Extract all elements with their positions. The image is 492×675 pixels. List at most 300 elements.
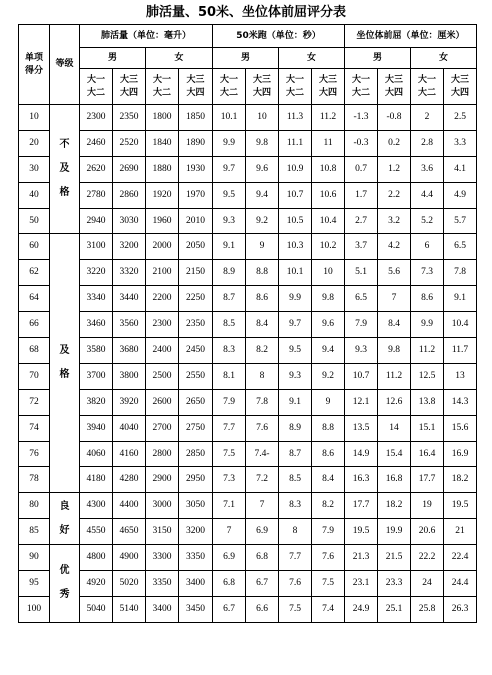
- value-cell: 5040: [80, 596, 113, 622]
- value-cell: 1970: [179, 182, 213, 208]
- value-cell: 7.9: [312, 519, 345, 545]
- value-cell: 9.8: [246, 130, 279, 156]
- value-cell: 13.5: [345, 415, 378, 441]
- value-cell: 7.5: [312, 571, 345, 597]
- value-cell: 5.2: [411, 208, 444, 234]
- header-grade: 等级: [50, 25, 80, 105]
- header-y12: 大一 大二: [213, 69, 246, 105]
- value-cell: 12.5: [411, 363, 444, 389]
- value-cell: 5140: [113, 596, 146, 622]
- header-lung-capacity: 肺活量（单位：毫升）: [80, 25, 213, 48]
- header-sit-and-reach: 坐位体前屈（单位：厘米）: [345, 25, 477, 48]
- value-cell: 26.3: [444, 596, 477, 622]
- value-cell: 6.8: [213, 571, 246, 597]
- value-cell: 8.1: [213, 363, 246, 389]
- value-cell: 3450: [179, 596, 213, 622]
- value-cell: 18.2: [378, 493, 411, 519]
- value-cell: 7.4-: [246, 441, 279, 467]
- value-cell: 2250: [179, 286, 213, 312]
- value-cell: 2940: [80, 208, 113, 234]
- score-cell: 40: [19, 182, 50, 208]
- value-cell: 7.9: [345, 312, 378, 338]
- header-y12: 大一 大二: [345, 69, 378, 105]
- value-cell: 5.6: [378, 260, 411, 286]
- value-cell: 16.4: [411, 441, 444, 467]
- value-cell: 3460: [80, 312, 113, 338]
- value-cell: 8.3: [213, 338, 246, 364]
- table-row: [19, 182, 477, 208]
- score-cell: 78: [19, 467, 50, 493]
- value-cell: 7.3: [411, 260, 444, 286]
- value-cell: 10.2: [312, 234, 345, 260]
- value-cell: 24: [411, 571, 444, 597]
- value-cell: -0.3: [345, 130, 378, 156]
- value-cell: 8.8: [246, 260, 279, 286]
- value-cell: 8.3: [279, 493, 312, 519]
- value-cell: 7.4: [312, 596, 345, 622]
- value-cell: 1930: [179, 156, 213, 182]
- value-cell: 2000: [146, 234, 179, 260]
- value-cell: 2450: [179, 338, 213, 364]
- value-cell: 8.7: [213, 286, 246, 312]
- score-cell: 95: [19, 571, 50, 597]
- value-cell: 2860: [113, 182, 146, 208]
- value-cell: 7.8: [246, 389, 279, 415]
- value-cell: 24.4: [444, 571, 477, 597]
- value-cell: -1.3: [345, 105, 378, 131]
- value-cell: 7.6: [279, 571, 312, 597]
- value-cell: 8.7: [279, 441, 312, 467]
- value-cell: 0.2: [378, 130, 411, 156]
- value-cell: 3050: [179, 493, 213, 519]
- value-cell: 6: [411, 234, 444, 260]
- value-cell: 6.7: [246, 571, 279, 597]
- value-cell: 5020: [113, 571, 146, 597]
- value-cell: 4800: [80, 545, 113, 571]
- table-row: [19, 234, 477, 260]
- value-cell: 6.8: [246, 545, 279, 571]
- value-cell: 3.3: [444, 130, 477, 156]
- value-cell: 4.9: [444, 182, 477, 208]
- value-cell: 8.6: [312, 441, 345, 467]
- header-male: 男: [213, 48, 279, 69]
- value-cell: 3940: [80, 415, 113, 441]
- score-cell: 76: [19, 441, 50, 467]
- table-row: [19, 130, 477, 156]
- value-cell: 9.1: [279, 389, 312, 415]
- table-row: [19, 363, 477, 389]
- value-cell: 4650: [113, 519, 146, 545]
- value-cell: 4400: [113, 493, 146, 519]
- value-cell: 3440: [113, 286, 146, 312]
- value-cell: 3920: [113, 389, 146, 415]
- value-cell: 3350: [146, 571, 179, 597]
- table-row: [19, 493, 477, 519]
- value-cell: 7.7: [213, 415, 246, 441]
- value-cell: 3200: [113, 234, 146, 260]
- score-table: [18, 24, 477, 623]
- value-cell: 9.1: [444, 286, 477, 312]
- value-cell: 9.4: [246, 182, 279, 208]
- header-female: 女: [411, 48, 477, 69]
- value-cell: 2350: [179, 312, 213, 338]
- value-cell: 2800: [146, 441, 179, 467]
- value-cell: 19.5: [444, 493, 477, 519]
- value-cell: 14: [378, 415, 411, 441]
- value-cell: 1960: [146, 208, 179, 234]
- score-cell: 10: [19, 105, 50, 131]
- header-y34: 大三 大四: [179, 69, 213, 105]
- value-cell: 10.1: [279, 260, 312, 286]
- value-cell: 4040: [113, 415, 146, 441]
- score-cell: 62: [19, 260, 50, 286]
- table-row: [19, 545, 477, 571]
- value-cell: 8.4: [378, 312, 411, 338]
- value-cell: 3100: [80, 234, 113, 260]
- header-50m-run: 50米跑（单位：秒）: [213, 25, 345, 48]
- value-cell: 4.2: [378, 234, 411, 260]
- value-cell: 11: [312, 130, 345, 156]
- value-cell: 10.4: [312, 208, 345, 234]
- value-cell: 11.3: [279, 105, 312, 131]
- value-cell: 9.9: [213, 130, 246, 156]
- value-cell: 2650: [179, 389, 213, 415]
- score-cell: 50: [19, 208, 50, 234]
- value-cell: 19.9: [378, 519, 411, 545]
- header-female: 女: [279, 48, 345, 69]
- value-cell: 6.9: [213, 545, 246, 571]
- value-cell: 6.6: [246, 596, 279, 622]
- value-cell: 16.8: [378, 467, 411, 493]
- value-cell: 8.6: [246, 286, 279, 312]
- value-cell: 9.2: [312, 363, 345, 389]
- value-cell: 14.9: [345, 441, 378, 467]
- value-cell: 11.2: [378, 363, 411, 389]
- value-cell: 0.7: [345, 156, 378, 182]
- value-cell: 2050: [179, 234, 213, 260]
- header-y12: 大一 大二: [146, 69, 179, 105]
- table-row: [19, 415, 477, 441]
- header-y34: 大三 大四: [378, 69, 411, 105]
- value-cell: 10.9: [279, 156, 312, 182]
- value-cell: 8.5: [213, 312, 246, 338]
- value-cell: 8.4: [312, 467, 345, 493]
- score-cell: 80: [19, 493, 50, 519]
- value-cell: 3220: [80, 260, 113, 286]
- value-cell: 10.8: [312, 156, 345, 182]
- year-header-row: [19, 69, 477, 105]
- value-cell: 20.6: [411, 519, 444, 545]
- value-cell: 7.5: [213, 441, 246, 467]
- value-cell: 3820: [80, 389, 113, 415]
- value-cell: -0.8: [378, 105, 411, 131]
- value-cell: 2550: [179, 363, 213, 389]
- value-cell: 2700: [146, 415, 179, 441]
- value-cell: 7.5: [279, 596, 312, 622]
- value-cell: 8.2: [312, 493, 345, 519]
- value-cell: 6.5: [345, 286, 378, 312]
- value-cell: 9.3: [345, 338, 378, 364]
- value-cell: 2.2: [378, 182, 411, 208]
- value-cell: 1890: [179, 130, 213, 156]
- score-cell: 68: [19, 338, 50, 364]
- value-cell: 11.7: [444, 338, 477, 364]
- score-cell: 72: [19, 389, 50, 415]
- grade-fail: 不 及 格: [50, 105, 80, 234]
- table-row: [19, 260, 477, 286]
- value-cell: 3700: [80, 363, 113, 389]
- value-cell: 9.3: [213, 208, 246, 234]
- value-cell: 17.7: [411, 467, 444, 493]
- value-cell: 10.7: [345, 363, 378, 389]
- header-y34: 大三 大四: [113, 69, 146, 105]
- value-cell: 2460: [80, 130, 113, 156]
- value-cell: 15.1: [411, 415, 444, 441]
- value-cell: 9: [312, 389, 345, 415]
- score-cell: 20: [19, 130, 50, 156]
- value-cell: 16.9: [444, 441, 477, 467]
- value-cell: 4160: [113, 441, 146, 467]
- table-row: [19, 441, 477, 467]
- value-cell: 21.3: [345, 545, 378, 571]
- table-row: [19, 105, 477, 131]
- value-cell: 9.5: [279, 338, 312, 364]
- value-cell: 7: [246, 493, 279, 519]
- page-title: 肺活量、50米、坐位体前屈评分表: [145, 5, 347, 20]
- value-cell: 17.7: [345, 493, 378, 519]
- value-cell: 5.7: [444, 208, 477, 234]
- value-cell: 2950: [179, 467, 213, 493]
- value-cell: 7.6: [312, 545, 345, 571]
- grade-good: 良 好: [50, 493, 80, 545]
- score-cell: 66: [19, 312, 50, 338]
- value-cell: 3560: [113, 312, 146, 338]
- table-row: [19, 467, 477, 493]
- value-cell: 2850: [179, 441, 213, 467]
- table-row: [19, 338, 477, 364]
- value-cell: 2500: [146, 363, 179, 389]
- value-cell: 9.7: [213, 156, 246, 182]
- value-cell: 2300: [146, 312, 179, 338]
- value-cell: 4.4: [411, 182, 444, 208]
- value-cell: 7.2: [246, 467, 279, 493]
- value-cell: 6.5: [444, 234, 477, 260]
- value-cell: 6.7: [213, 596, 246, 622]
- value-cell: 1920: [146, 182, 179, 208]
- value-cell: 9.3: [279, 363, 312, 389]
- value-cell: 8.2: [246, 338, 279, 364]
- value-cell: 10.7: [279, 182, 312, 208]
- table-row: [19, 389, 477, 415]
- value-cell: 7: [378, 286, 411, 312]
- value-cell: 9.9: [279, 286, 312, 312]
- value-cell: 7.7: [279, 545, 312, 571]
- value-cell: 7.8: [444, 260, 477, 286]
- value-cell: 8.8: [312, 415, 345, 441]
- table-row: [19, 286, 477, 312]
- value-cell: 9.4: [312, 338, 345, 364]
- header-y34: 大三 大四: [246, 69, 279, 105]
- value-cell: 1850: [179, 105, 213, 131]
- score-cell: 60: [19, 234, 50, 260]
- value-cell: 9.5: [213, 182, 246, 208]
- value-cell: 3.6: [411, 156, 444, 182]
- value-cell: 2620: [80, 156, 113, 182]
- score-cell: 90: [19, 545, 50, 571]
- value-cell: 9.6: [312, 312, 345, 338]
- value-cell: 8.4: [246, 312, 279, 338]
- grade-excellent: 优 秀: [50, 545, 80, 623]
- value-cell: 4180: [80, 467, 113, 493]
- value-cell: 10.5: [279, 208, 312, 234]
- value-cell: 8: [279, 519, 312, 545]
- value-cell: 2: [411, 105, 444, 131]
- score-cell: 30: [19, 156, 50, 182]
- value-cell: 25.1: [378, 596, 411, 622]
- value-cell: 10.4: [444, 312, 477, 338]
- value-cell: 22.4: [444, 545, 477, 571]
- table-row: [19, 156, 477, 182]
- value-cell: 3200: [179, 519, 213, 545]
- value-cell: 2.5: [444, 105, 477, 131]
- value-cell: 9.7: [279, 312, 312, 338]
- value-cell: 1.7: [345, 182, 378, 208]
- value-cell: 2.7: [345, 208, 378, 234]
- value-cell: 2150: [179, 260, 213, 286]
- value-cell: 7.9: [213, 389, 246, 415]
- gender-header-row: [19, 48, 477, 69]
- value-cell: 4900: [113, 545, 146, 571]
- value-cell: 8: [246, 363, 279, 389]
- value-cell: 6.9: [246, 519, 279, 545]
- score-cell: 70: [19, 363, 50, 389]
- value-cell: 15.4: [378, 441, 411, 467]
- value-cell: 2350: [113, 105, 146, 131]
- value-cell: 3300: [146, 545, 179, 571]
- header-female: 女: [146, 48, 213, 69]
- value-cell: 10.1: [213, 105, 246, 131]
- table-row: [19, 208, 477, 234]
- value-cell: 4280: [113, 467, 146, 493]
- value-cell: 3.2: [378, 208, 411, 234]
- score-cell: 85: [19, 519, 50, 545]
- table-row: [19, 519, 477, 545]
- value-cell: 3150: [146, 519, 179, 545]
- value-cell: 9.8: [378, 338, 411, 364]
- value-cell: 5.1: [345, 260, 378, 286]
- value-cell: 10: [246, 105, 279, 131]
- value-cell: 2900: [146, 467, 179, 493]
- value-cell: 2.8: [411, 130, 444, 156]
- value-cell: 9.9: [411, 312, 444, 338]
- value-cell: 13: [444, 363, 477, 389]
- value-cell: 12.1: [345, 389, 378, 415]
- value-cell: 2300: [80, 105, 113, 131]
- value-cell: 2520: [113, 130, 146, 156]
- value-cell: 8.5: [279, 467, 312, 493]
- value-cell: 4060: [80, 441, 113, 467]
- value-cell: 21.5: [378, 545, 411, 571]
- value-cell: 8.9: [213, 260, 246, 286]
- grade-pass: 及 格: [50, 234, 80, 493]
- value-cell: 1800: [146, 105, 179, 131]
- value-cell: 25.8: [411, 596, 444, 622]
- value-cell: 19: [411, 493, 444, 519]
- table-row: [19, 596, 477, 622]
- value-cell: 10.3: [279, 234, 312, 260]
- value-cell: 24.9: [345, 596, 378, 622]
- value-cell: 7: [213, 519, 246, 545]
- value-cell: 19.5: [345, 519, 378, 545]
- value-cell: 4920: [80, 571, 113, 597]
- value-cell: 2400: [146, 338, 179, 364]
- value-cell: 14.3: [444, 389, 477, 415]
- value-cell: 4.1: [444, 156, 477, 182]
- value-cell: 4550: [80, 519, 113, 545]
- value-cell: 3400: [146, 596, 179, 622]
- header-y12: 大一 大二: [80, 69, 113, 105]
- value-cell: 1880: [146, 156, 179, 182]
- value-cell: 2600: [146, 389, 179, 415]
- value-cell: 11.1: [279, 130, 312, 156]
- value-cell: 3800: [113, 363, 146, 389]
- header-male: 男: [80, 48, 146, 69]
- value-cell: 3000: [146, 493, 179, 519]
- value-cell: 9.2: [246, 208, 279, 234]
- value-cell: 3680: [113, 338, 146, 364]
- header-y34: 大三 大四: [312, 69, 345, 105]
- value-cell: 11.2: [312, 105, 345, 131]
- value-cell: 7.3: [213, 467, 246, 493]
- value-cell: 12.6: [378, 389, 411, 415]
- value-cell: 4300: [80, 493, 113, 519]
- value-cell: 3580: [80, 338, 113, 364]
- value-cell: 3320: [113, 260, 146, 286]
- score-cell: 64: [19, 286, 50, 312]
- value-cell: 23.3: [378, 571, 411, 597]
- value-cell: 9.8: [312, 286, 345, 312]
- value-cell: 10: [312, 260, 345, 286]
- value-cell: 15.6: [444, 415, 477, 441]
- value-cell: 2010: [179, 208, 213, 234]
- value-cell: 2780: [80, 182, 113, 208]
- value-cell: 8.9: [279, 415, 312, 441]
- value-cell: 1840: [146, 130, 179, 156]
- value-cell: 16.3: [345, 467, 378, 493]
- value-cell: 9.1: [213, 234, 246, 260]
- header-y34: 大三 大四: [444, 69, 477, 105]
- value-cell: 7.1: [213, 493, 246, 519]
- value-cell: 3030: [113, 208, 146, 234]
- value-cell: 2690: [113, 156, 146, 182]
- value-cell: 13.8: [411, 389, 444, 415]
- score-cell: 74: [19, 415, 50, 441]
- value-cell: 9.6: [246, 156, 279, 182]
- value-cell: 1.2: [378, 156, 411, 182]
- header-male: 男: [345, 48, 411, 69]
- value-cell: 23.1: [345, 571, 378, 597]
- value-cell: 11.2: [411, 338, 444, 364]
- value-cell: 22.2: [411, 545, 444, 571]
- value-cell: 18.2: [444, 467, 477, 493]
- value-cell: 3350: [179, 545, 213, 571]
- table-row: [19, 571, 477, 597]
- value-cell: 3400: [179, 571, 213, 597]
- score-cell: 100: [19, 596, 50, 622]
- value-cell: 3.7: [345, 234, 378, 260]
- value-cell: 9: [246, 234, 279, 260]
- value-cell: 7.6: [246, 415, 279, 441]
